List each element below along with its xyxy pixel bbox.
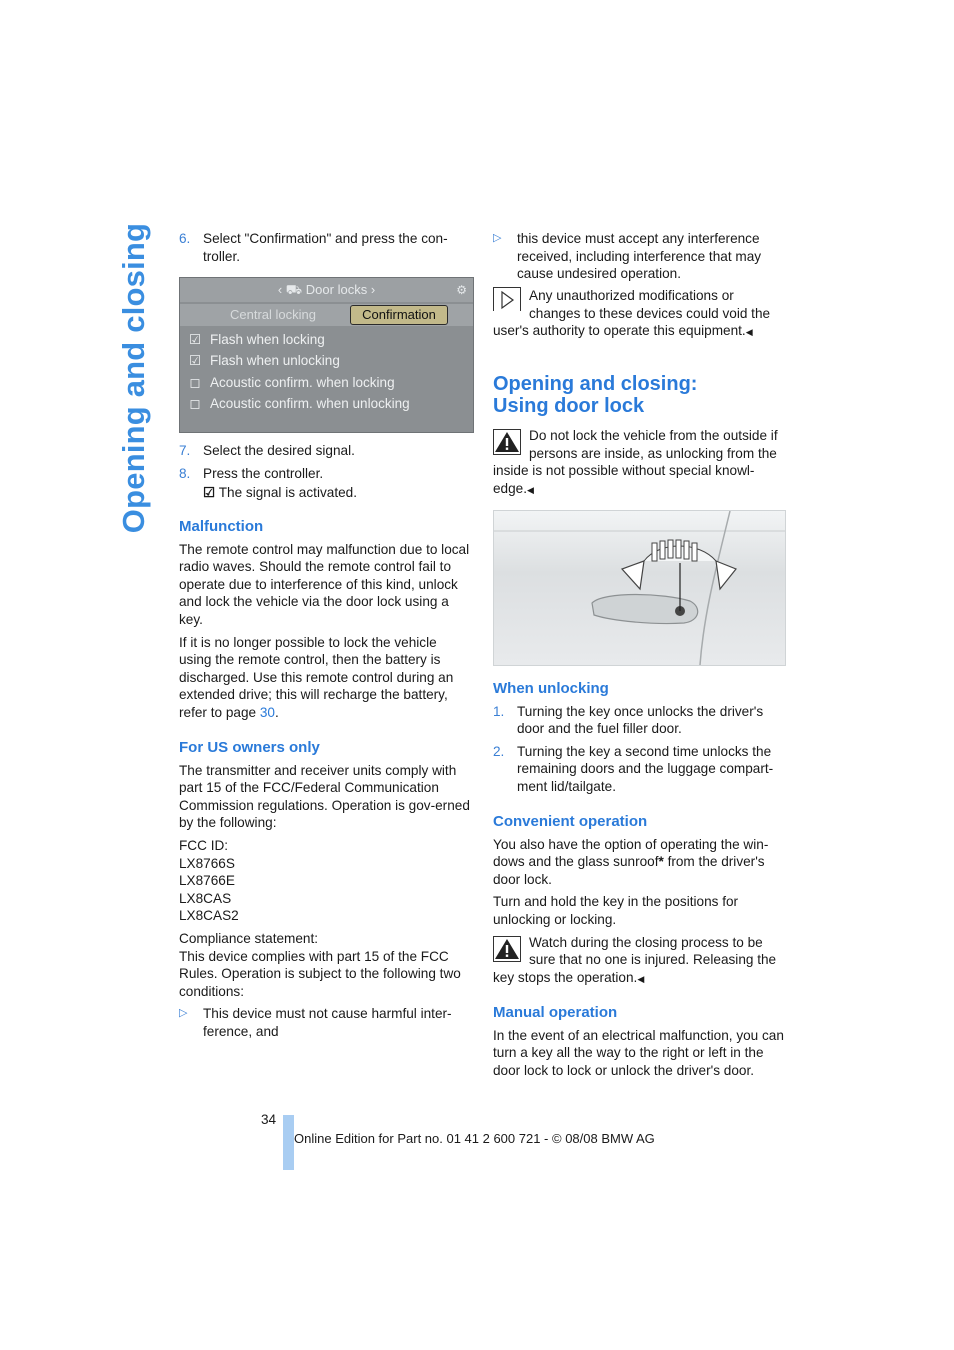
step-number: 6. (179, 231, 191, 246)
car-icon: ⛟ (285, 282, 303, 297)
option-acoustic-locking[interactable]: ◻ Acoustic confirm. when locking (188, 373, 395, 393)
warning-icon (493, 936, 521, 962)
warning-block: Do not lock the vehicle from the outside if persons are inside, as unlocking from the inside is not possible without special knowl-edge.◀ (493, 428, 778, 496)
malfunction-section (179, 518, 471, 722)
step-7: 7. Select the desired signal. (179, 443, 355, 458)
footer-bar (283, 1115, 294, 1170)
step-6 (179, 230, 471, 265)
door-handle-diagram (494, 511, 785, 665)
door-lock-illustration (493, 510, 786, 666)
warning-block: Watch during the closing process to be sure that no one is injured. Releasing the key stops the operation.◀ (493, 934, 777, 985)
tab-central-locking[interactable]: Central locking (230, 307, 316, 322)
step-8: 8. Press the controller. ☑ The signal is activated. (179, 466, 357, 500)
chapter-tab-label: Opening and closing (116, 222, 152, 534)
bullet-item: ▷ This device must not cause harmful inter-ference, and (179, 1006, 452, 1039)
screen-header: ‹ ⛟ Door locks › (180, 278, 473, 302)
section-title: Opening and closing: Using door lock (493, 373, 698, 417)
checkbox-icon: ◻ (189, 375, 201, 390)
option-acoustic-unlocking[interactable]: ◻ Acoustic confirm. when unlocking (188, 394, 410, 414)
us-owners-section (179, 739, 471, 1041)
end-marker-icon: ◀ (745, 327, 753, 338)
paragraph: The transmitter and receiver units comply with part 15 of the FCC/Federal Communication Commission regulations. Operation is gov-erned by the following: (179, 762, 470, 831)
section-heading: Malfunction (179, 518, 264, 535)
section-heading: For US owners only (179, 739, 320, 756)
settings-icon: ⚙ (456, 283, 467, 297)
screen-header-title: Door locks (305, 282, 368, 297)
checkmark-icon: ☑ (203, 484, 216, 500)
option-flash-locking[interactable]: ☑ Flash when locking (188, 330, 325, 350)
manual-operation-section: Manual operation In the event of an electrical malfunction, you can turn a key all the way to the right or left in the door lock to lock or unlock the driver's door. (493, 1004, 784, 1078)
optional-equipment-star: * (658, 854, 664, 870)
checkmark-icon: ☑ (188, 353, 202, 368)
end-marker-icon: ◀ (637, 973, 645, 984)
edition-note: Online Edition for Part no. 01 41 2 600 721 - © 08/08 BMW AG (294, 1131, 655, 1146)
warning-icon (493, 429, 521, 455)
compliance-statement: Compliance statement: This device complies with part 15 of the FCC Rules. Operation is subject to the following two conditions: (179, 930, 461, 999)
tab-confirmation[interactable]: Confirmation (350, 305, 448, 325)
page-link[interactable]: 30 (259, 704, 275, 720)
paragraph: If it is no longer possible to lock the vehicle using the remote control, then the battery is discharged. Use this remote control during an extended drive; this will recharge the battery, refer to page 30. (179, 634, 454, 720)
note-icon (493, 287, 521, 311)
chapter-tab (112, 222, 156, 534)
screen-tabs (180, 304, 473, 326)
paragraph: The remote control may malfunction due to local radio waves. Should the remote control fail to operate due to interference of this kind, unlock and lock the vehicle via the door lock using a key. (179, 541, 470, 627)
bullet-item: ▷ this device must accept any interference received, including interference that may cause undesired operation. (493, 231, 762, 282)
when-unlocking-section: When unlocking 1. Turning the key once unlocks the driver's door and the fuel filler door. 2. Turning the key a second time unlocks the remaining doors and the luggage compart-ment lid/tailgate. (493, 680, 774, 794)
triangle-bullet-icon: ▷ (493, 232, 502, 244)
convenient-operation-section: Convenient operation You also have the option of operating the win-dows and the glass sunroof* from the driver's door lock. Turn and hold the key in the positions for unlocking or locking. Watch during the closing process to be sure that no one is injured. Releasing the key stops the operation.◀ (493, 813, 785, 988)
option-flash-unlocking[interactable]: ☑ Flash when unlocking (188, 351, 340, 371)
checkmark-icon: ☑ (188, 332, 202, 347)
note-block: Any unauthorized modifications or changes to these devices could void the user's authority to operate this equipment.◀ (493, 288, 771, 339)
triangle-bullet-icon: ▷ (179, 1007, 188, 1020)
page-number: 34 (261, 1112, 277, 1127)
step-text: Select "Confirmation" and press the con-troller. (203, 231, 448, 264)
fcc-ids: FCC ID: LX8766S LX8766E LX8CAS LX8CAS2 (179, 837, 239, 924)
idrive-screen (179, 277, 474, 433)
checkbox-icon: ◻ (189, 396, 201, 411)
end-marker-icon: ◀ (527, 484, 534, 495)
